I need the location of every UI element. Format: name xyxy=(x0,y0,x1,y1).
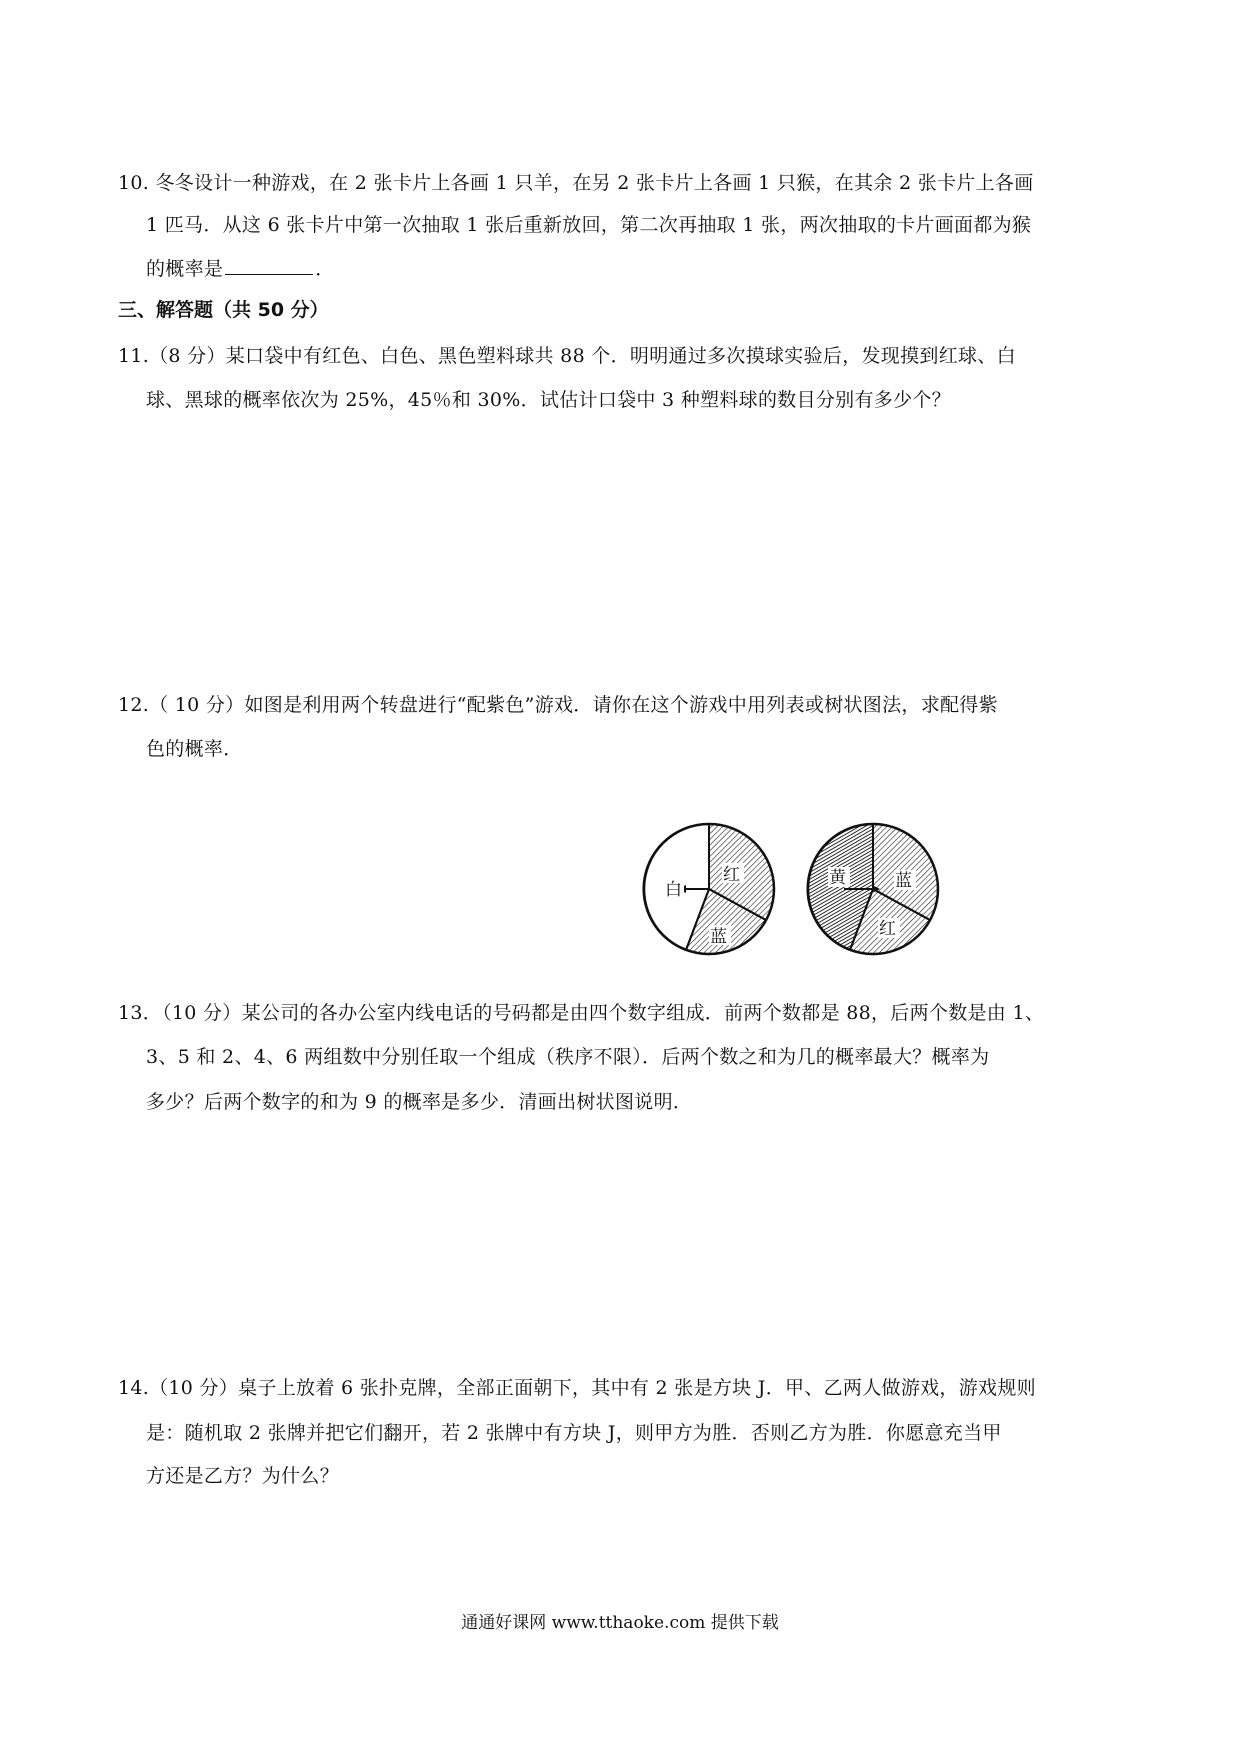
answer-blank xyxy=(225,256,313,275)
q11-line-1: 11.（8 分）某口袋中有红色、白色、黑色塑料球共 88 个．明明通过多次摸球实验后，发现摸到红球、白 xyxy=(118,345,1016,367)
section-3-title: 三、解答题（共 50 分） xyxy=(118,299,329,321)
spinner-1-label-blue: 蓝 xyxy=(710,927,727,947)
q14-line-2: 是：随机取 2 张牌并把它们翻开，若 2 张牌中有方块 J，则甲方为胜．否则乙方为胜．你愿意充当甲 xyxy=(146,1422,1002,1444)
spinner-1-label-red: 红 xyxy=(723,865,740,885)
q10-line-1: 10. 冬冬设计一种游戏，在 2 张卡片上各画 1 只羊，在另 2 张卡片上各画 1 只猴，在其余 2 张卡片上各画 xyxy=(118,172,1034,194)
q10-line-2: 1 匹马．从这 6 张卡片中第一次抽取 1 张后重新放回，第二次再抽取 1 张，两次抽取的卡片画面都为猴 xyxy=(146,214,1032,236)
q14-line-1: 14.（10 分）桌子上放着 6 张扑克牌，全部正面朝下，其中有 2 张是方块 J．甲、乙两人做游戏，游戏规则 xyxy=(118,1377,1036,1399)
spinner-2-label-blue: 蓝 xyxy=(895,871,912,891)
spinner-1-graphic xyxy=(642,822,776,956)
spinner-1-label-white: 白 xyxy=(665,880,682,900)
spinner-2-label-red: 红 xyxy=(879,919,896,939)
q10-line-3-prefix: 的概率是 xyxy=(146,258,224,280)
q12-line-1: 12.（ 10 分）如图是利用两个转盘进行“配紫色”游戏．请你在这个游戏中用列表或树状图法，求配得紫 xyxy=(118,694,998,716)
q13-line-1: 13．（10 分）某公司的各办公室内线电话的号码都是由四个数字组成．前两个数都是 88，后两个数是由 1、 xyxy=(118,1002,1045,1024)
page-footer: 通通好课网 www.tthaoke.com 提供下载 xyxy=(461,1613,779,1633)
q13-line-3: 多少？后两个数字的和为 9 的概率是多少．清画出树状图说明． xyxy=(146,1091,693,1113)
q10-line-3 xyxy=(146,256,335,281)
q13-line-2: 3、5 和 2、4、6 两组数中分别任取一个组成（秩序不限）．后两个数之和为几的概率最大？概率为 xyxy=(146,1046,990,1068)
spinner-2-graphic xyxy=(806,822,940,956)
q10-line-3-suffix: ． xyxy=(315,258,335,280)
spinner-white-red-blue xyxy=(642,822,776,956)
spinner-yellow-blue-red xyxy=(806,822,940,956)
spinner-2-label-yellow: 黄 xyxy=(829,868,846,888)
q12-line-2: 色的概率． xyxy=(146,738,243,760)
q14-line-3: 方还是乙方？为什么？ xyxy=(146,1465,340,1487)
q11-line-2: 球、黑球的概率依次为 25%，45％和 30%．试估计口袋中 3 种塑料球的数目分别有多少个？ xyxy=(146,389,951,411)
